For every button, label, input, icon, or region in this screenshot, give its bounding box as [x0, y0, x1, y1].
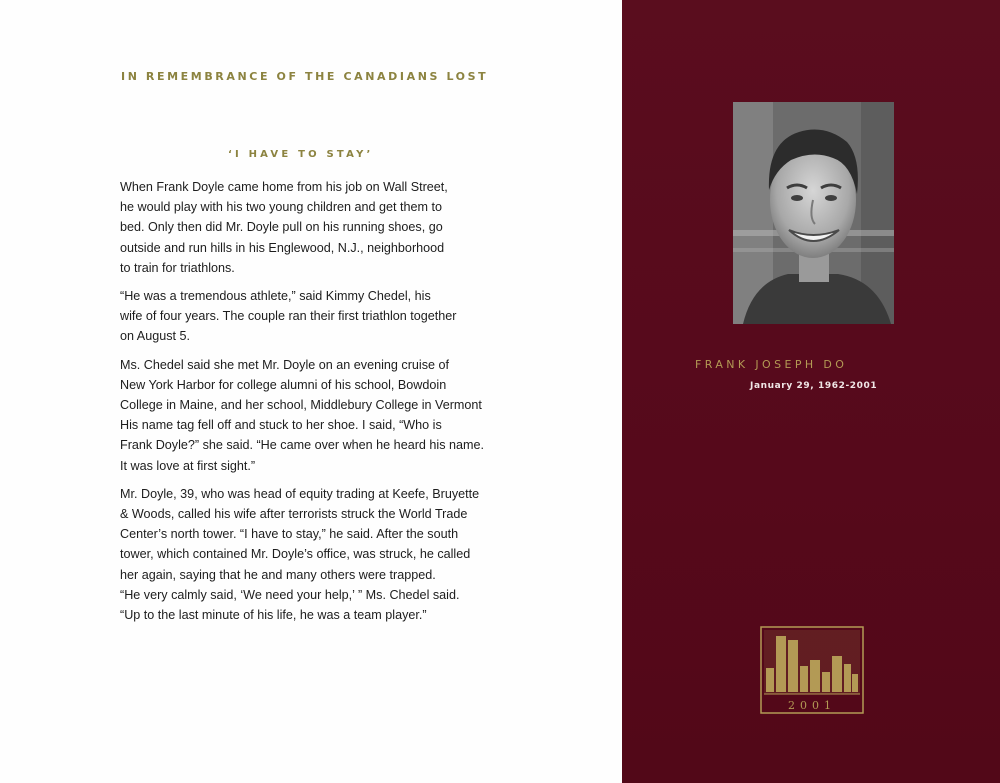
text-line: tower, which contained Mr. Doyle’s office, was struck, he called: [120, 547, 471, 562]
text-line: His name tag fell off and stuck to her shoe. I said, “Who is: [120, 418, 442, 433]
paragraph-4: [120, 484, 488, 625]
article-body: [120, 177, 488, 633]
text-line: bed. Only then did Mr. Doyle pull on his running shoes, go: [120, 220, 443, 235]
text-line: New York Harbor for college alumni of his school, Bowdoin: [120, 377, 447, 392]
text-line: College in Maine, and her school, Middlebury College in Vermont: [120, 398, 482, 413]
portrait-illustration: [733, 102, 894, 324]
text-line: “He was a tremendous athlete,” said Kimmy Chedel, his: [120, 289, 431, 304]
text-line: When Frank Doyle came home from his job on Wall Street,: [120, 180, 448, 194]
text-line: Mr. Doyle, 39, who was head of equity trading at Keefe, Bruyette: [120, 486, 480, 501]
section-header: IN REMEMBRANCE OF THE CANADIANS LOST: [121, 70, 489, 83]
story-title: ‘I HAVE TO STAY’: [228, 149, 374, 160]
paragraph-1: [120, 177, 488, 278]
text-line: wife of four years. The couple ran their first triathlon together: [120, 309, 457, 324]
text-line: Center’s north tower. “I have to stay,” he said. After the south: [120, 527, 459, 542]
paragraph-2: [120, 286, 488, 347]
honoree-name: FRANK JOSEPH DO: [695, 358, 848, 371]
text-line: her again, saying that he and many others were trapped.: [120, 567, 436, 582]
text-line: he would play with his two young children and get them to: [120, 200, 443, 215]
paragraph-3: [120, 355, 488, 476]
honoree-dates: January 29, 1962-2001: [750, 381, 878, 391]
text-line: “Up to the last minute of his life, he was a team player.”: [120, 608, 427, 623]
text-line: outside and run hills in his Englewood, N.J., neighborhood: [120, 240, 445, 255]
text-line: & Woods, called his wife after terrorists struck the World Trade: [120, 507, 468, 522]
text-line: It was love at first sight.”: [120, 458, 256, 473]
text-line: Ms. Chedel said she met Mr. Doyle on an evening cruise of: [120, 357, 449, 372]
text-line: to train for triathlons.: [120, 260, 235, 275]
text-line: on August 5.: [120, 329, 191, 344]
portrait-photo: [733, 102, 894, 324]
emblem-year: 2001: [788, 699, 836, 712]
text-line: Frank Doyle?” she said. “He came over when he heard his name.: [120, 438, 484, 453]
text-line: “He very calmly said, ‘We need your help,’ ” Ms. Chedel said.: [120, 587, 460, 602]
